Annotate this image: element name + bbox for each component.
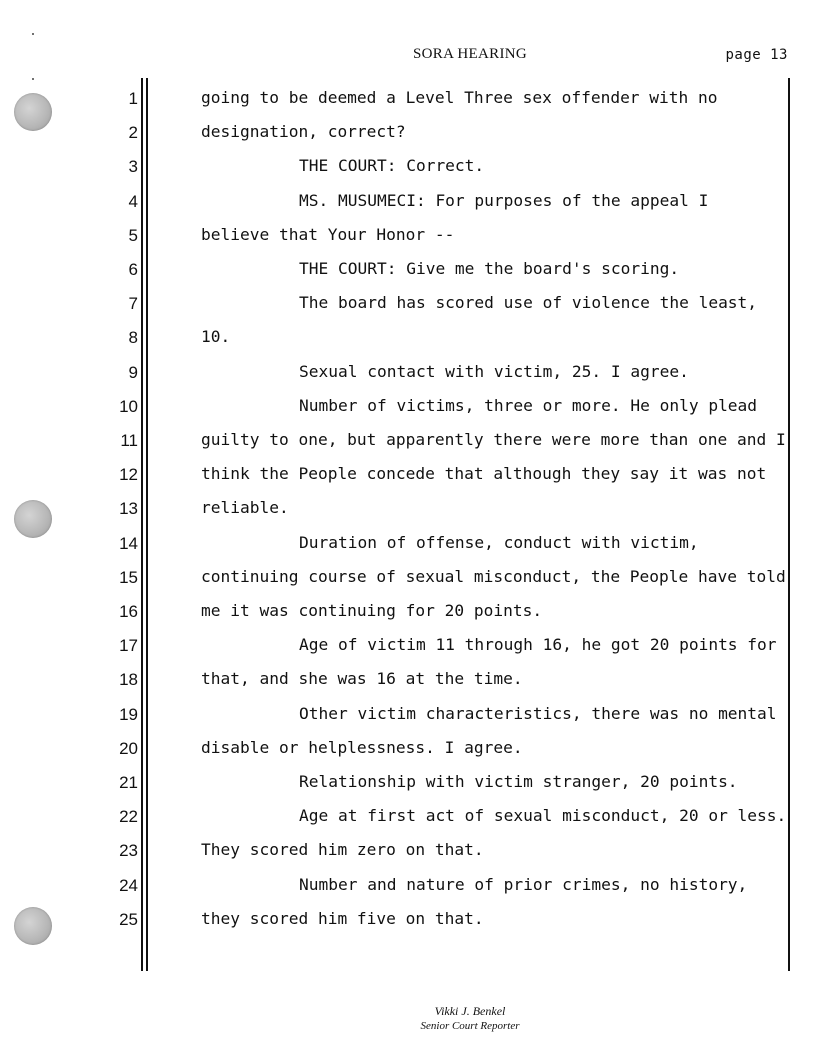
line-number: 15 [119,568,138,587]
transcript-line: me it was continuing for 20 points. [201,601,543,620]
line-number: 13 [119,499,138,518]
transcript-line: Age of victim 11 through 16, he got 20 points for [299,635,777,654]
transcript-line: Sexual contact with victim, 25. I agree. [299,362,689,381]
line-number: 19 [119,705,138,724]
reporter-name: Vikki J. Benkel [434,1004,506,1018]
left-margin-rule-inner [146,78,148,971]
transcript-line: Other victim characteristics, there was no mental [299,704,777,723]
line-number: 25 [119,910,138,929]
line-number: 24 [119,876,138,895]
transcript-line: reliable. [201,498,289,517]
transcript-line: Relationship with victim stranger, 20 points. [299,772,738,791]
line-number: 12 [119,465,138,484]
transcript-line: disable or helplessness. I agree. [201,738,523,757]
right-margin-rule [788,78,790,971]
transcript-line: They scored him zero on that. [201,840,484,859]
line-number: 14 [119,534,138,553]
binder-hole-bottom-icon [14,907,52,945]
line-number: 7 [128,294,138,313]
line-number: 8 [128,328,138,347]
transcript-line: going to be deemed a Level Three sex offender with no [201,88,718,107]
line-number: 11 [120,431,138,450]
transcript-line: THE COURT: Correct. [299,156,485,175]
transcript-line: Age at first act of sexual misconduct, 20 or less. [299,806,787,825]
line-number: 10 [119,397,138,416]
transcript-line: 10. [201,327,231,346]
line-number: 2 [128,123,138,142]
transcript-line: believe that Your Honor -- [201,225,455,244]
scan-speck [32,78,34,80]
line-number: 21 [119,773,138,792]
line-number: 23 [119,841,138,860]
line-number: 22 [119,807,138,826]
line-number: 1 [128,89,138,108]
line-number: 5 [128,226,138,245]
transcript-line: guilty to one, but apparently there were more than one and I [201,430,786,449]
line-number: 16 [119,602,138,621]
transcript-line: MS. MUSUMECI: For purposes of the appeal I [299,191,709,210]
binder-hole-middle-icon [14,500,52,538]
line-number: 18 [119,670,138,689]
transcript-line: The board has scored use of violence the least, [299,293,758,312]
transcript-line: Number of victims, three or more. He only plead [299,396,758,415]
document-title: SORA HEARING [412,46,528,62]
transcript-line: designation, correct? [201,122,406,141]
transcript-line: think the People concede that although they say it was not [201,464,767,483]
transcript-line: THE COURT: Give me the board's scoring. [299,259,680,278]
binder-hole-top-icon [14,93,52,131]
line-number: 9 [128,363,138,382]
left-margin-rule [141,78,143,971]
line-number: 4 [128,192,138,211]
line-number: 17 [119,636,138,655]
line-number: 3 [128,157,138,176]
reporter-title: Senior Court Reporter [420,1020,520,1032]
scan-speck [32,33,34,35]
transcript-line: that, and she was 16 at the time. [201,669,523,688]
transcript-line: Duration of offense, conduct with victim, [299,533,699,552]
transcript-line: Number and nature of prior crimes, no history, [299,875,748,894]
transcript-line: continuing course of sexual misconduct, the People have told [201,567,786,586]
line-number: 6 [128,260,138,279]
transcript-line: they scored him five on that. [201,909,484,928]
line-number: 20 [119,739,138,758]
page-number: page 13 [725,47,788,63]
